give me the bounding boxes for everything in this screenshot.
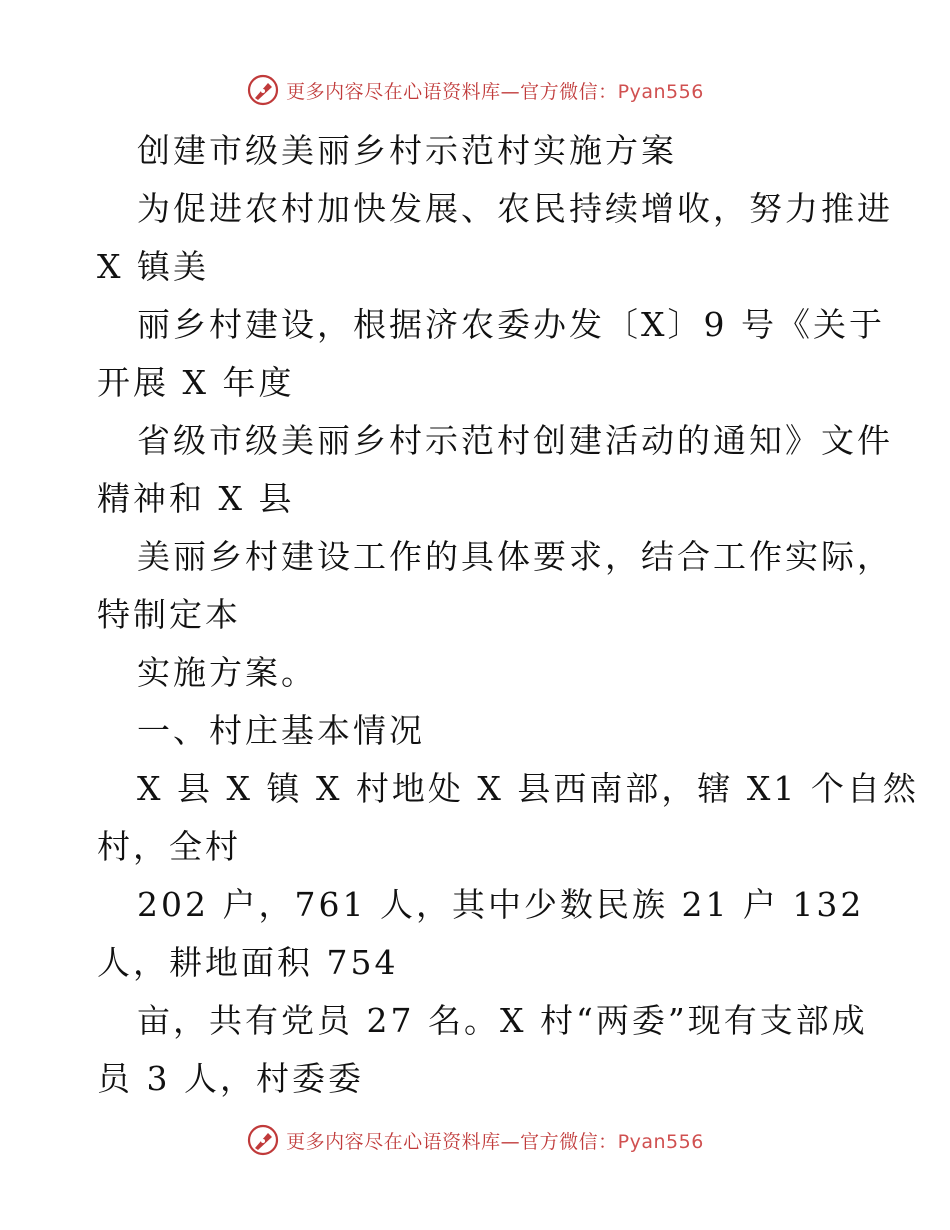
document-line: 实施方案。 <box>137 653 317 692</box>
document-body <box>97 122 919 1108</box>
document-line: 为促进农村加快发展、农民持续增收，努力推进 <box>137 189 893 228</box>
pen-nib-logo-icon <box>246 1123 280 1157</box>
document-line: X 镇美 <box>97 247 209 286</box>
document-line: 员 3 人，村委委 <box>97 1059 364 1098</box>
document-line: 亩，共有党员 27 名。X 村“两委”现有支部成 <box>137 1001 868 1040</box>
document-line: X 县 X 镇 X 村地处 X 县西南部，辖 X1 个自然 <box>137 769 919 808</box>
watermark-text: 更多内容尽在心语资料库—官方微信：Pyan556 <box>286 80 704 103</box>
document-line: 特制定本 <box>97 595 241 634</box>
document-line: 创建市级美丽乡村示范村实施方案 <box>137 131 677 170</box>
pen-nib-logo-icon <box>246 73 280 107</box>
document-line: 精神和 X 县 <box>97 479 295 518</box>
watermark-text: 更多内容尽在心语资料库—官方微信：Pyan556 <box>286 1130 704 1153</box>
document-line: 人，耕地面积 754 <box>97 943 399 982</box>
watermark-banner-top <box>0 70 950 110</box>
document-line: 一、村庄基本情况 <box>137 711 425 750</box>
watermark-banner-bottom <box>0 1120 950 1160</box>
document-line: 丽乡村建设，根据济农委办发〔X〕9 号《关于 <box>137 305 885 344</box>
document-line: 202 户，761 人，其中少数民族 21 户 132 <box>137 885 865 924</box>
document-line: 开展 X 年度 <box>97 363 295 402</box>
document-line: 省级市级美丽乡村示范村创建活动的通知》文件 <box>137 421 893 460</box>
document-line: 村，全村 <box>97 827 241 866</box>
document-line: 美丽乡村建设工作的具体要求，结合工作实际， <box>137 537 893 576</box>
